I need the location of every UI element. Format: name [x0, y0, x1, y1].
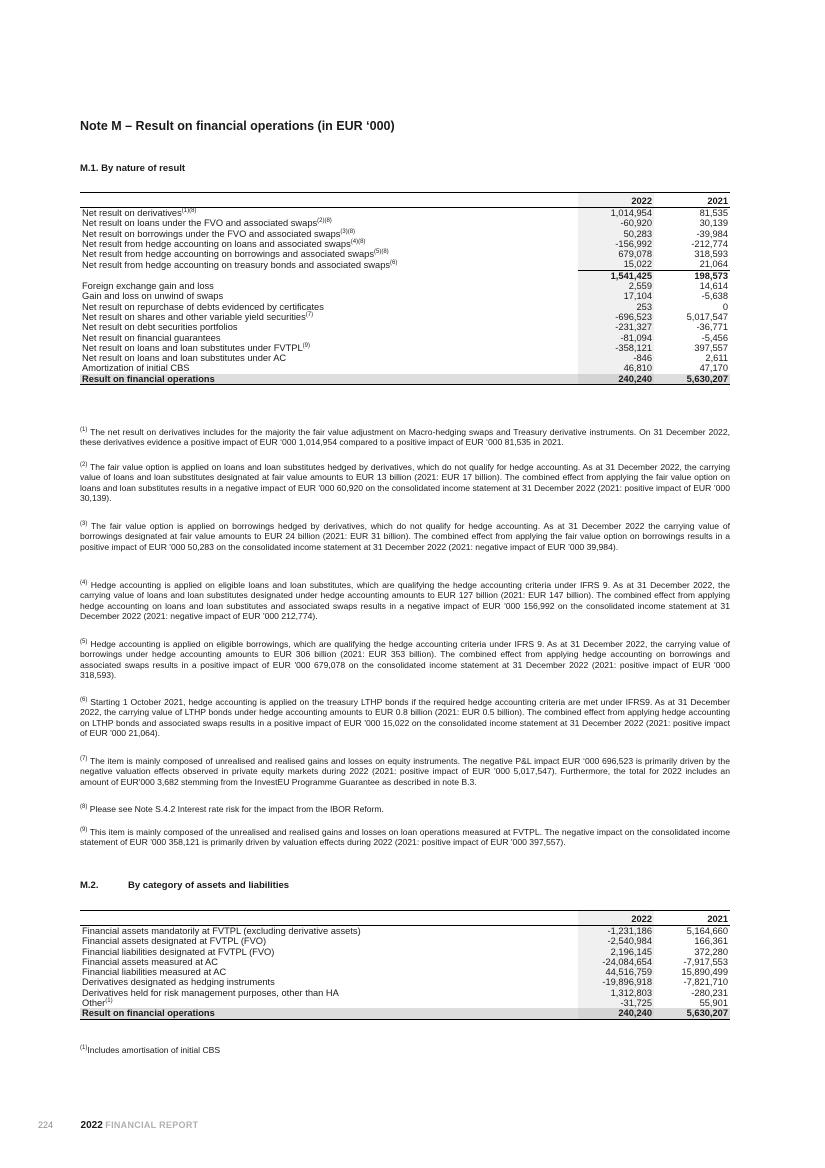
value-2022: -231,327 — [578, 322, 654, 332]
row-label-text: Amortization of initial CBS — [82, 363, 190, 374]
footnote-text: Hedge accounting is applied on eligible borrowings, which are qualifying the hedge accounting criteria under IFRS 9. As at 31 December 2022, the carrying value of borrowings under hedge accounting amounts to EUR 306 billion (2021: EUR 353 billion). The combined effect from applying hedge accounting on borrowings and associated swaps results in a positive impact of EUR '000 679,078 on the consolidated income statement at 31 December 2022 (2021: positive impact of EUR '000 318,593). — [80, 639, 730, 681]
row-label-text: Other — [82, 998, 106, 1009]
row-label — [80, 926, 578, 937]
row-label-text: Net result on debt securities portfolios — [82, 322, 238, 333]
value-2021: 2021 — [654, 911, 730, 926]
table-row — [80, 249, 730, 259]
row-label — [80, 281, 578, 291]
row-label — [80, 333, 578, 343]
note-marker: (1) — [80, 1045, 88, 1052]
value-2021: 198,573 — [654, 270, 730, 281]
row-label-text: Net result on loans under the FVO and associated swaps — [82, 218, 318, 229]
value-2021: 5,630,207 — [654, 374, 730, 385]
row-label — [80, 249, 578, 259]
value-2021: -5,638 — [701, 291, 728, 302]
table-header — [80, 911, 730, 926]
table-row — [80, 353, 730, 363]
row-label-text: Financial assets designated at FVTPL (FVO) — [82, 936, 267, 947]
value-2021: 47,170 — [699, 363, 728, 374]
row-label — [80, 936, 578, 946]
value-2022: 1,014,954 — [578, 208, 654, 219]
row-label — [80, 947, 578, 957]
value-2022: 2,196,145 — [578, 947, 654, 957]
section-title-m1 — [80, 163, 185, 174]
footnote-text: Starting 1 October 2021, hedge accounting is applied on the treasury LTHP bonds if the required hedge accounting criteria are met under IFRS9. As at 31 December 2022, the carrying value of LTHP bonds under hedge accounting amounts to EUR 0.8 billion (2021: EUR 0.5 billion). The combined effect from applying hedge accounting on LTHP bonds and associated swaps results in a positive impact of EUR '000 15,022 on the consolidated income statement at 31 December 2022 (2021: positive impact of EUR '000 21,064). — [80, 697, 730, 739]
table-note — [80, 1045, 730, 1055]
table-row — [80, 239, 730, 249]
value-2022: -846 — [578, 353, 654, 363]
value-2021: 5,017,547 — [686, 311, 728, 322]
value-2022: 2,559 — [578, 281, 654, 291]
table-header — [80, 193, 730, 208]
row-label-text: Derivatives designated as hedging instruments — [82, 977, 275, 988]
table-row — [80, 218, 730, 228]
footnote-text: The net result on derivatives includes for the majority the fair value adjustment on Macro-hedging swaps and Treasury derivative instruments. On 31 December 2022, these derivatives evidence a positive impact of EUR ‘000 1,014,954 compared to a positive impact of EUR ‘000 81,535 in 2021. — [80, 427, 730, 448]
row-label-text: Net result on loans and loan substitutes under FVTPL — [82, 342, 303, 353]
row-label — [80, 363, 578, 373]
row-label — [80, 1008, 578, 1019]
row-label-text: Result on financial operations — [82, 373, 215, 384]
table-row — [80, 957, 730, 967]
section-heading: By nature of result — [101, 163, 186, 174]
row-label — [80, 374, 578, 385]
table-row — [80, 322, 730, 332]
value-2022: -1,231,186 — [578, 926, 654, 937]
row-label — [80, 343, 578, 353]
footnote-marker: (2) — [80, 462, 88, 469]
table-by-nature — [80, 192, 730, 385]
table-row — [80, 363, 730, 373]
value-2022: 44,516,759 — [578, 967, 654, 977]
table-row — [80, 291, 730, 301]
note-text: Includes amortisation of initial CBS — [87, 1045, 221, 1055]
value-2022: -358,121 — [578, 343, 654, 353]
section-heading: By category of assets and liabilities — [128, 880, 290, 891]
table-row — [80, 312, 730, 322]
footnote-marker: (5)(8) — [374, 249, 389, 256]
value-2022: 240,240 — [578, 374, 654, 385]
page-number: 224 — [38, 1120, 54, 1130]
value-2021: -212,774 — [691, 238, 728, 249]
row-label-text: Result on financial operations — [82, 1008, 215, 1019]
value-2021: 372,280 — [694, 946, 728, 957]
value-2022: -60,920 — [578, 218, 654, 228]
value-2021: -36,771 — [696, 322, 728, 333]
value-2021: 14,614 — [699, 281, 728, 292]
value-2021: -5,456 — [701, 332, 728, 343]
table-row — [80, 947, 730, 957]
row-label-text: Financial liabilities designated at FVTPL (FVO) — [82, 946, 275, 957]
footnote — [80, 804, 730, 814]
value-2022: 1,541,425 — [578, 270, 654, 281]
row-label — [80, 322, 578, 332]
row-label — [80, 208, 578, 219]
footnote — [80, 639, 730, 681]
row-label-text: Net result from hedge accounting on treasury bonds and associated swaps — [82, 259, 391, 270]
table-row — [80, 967, 730, 977]
total-row — [80, 374, 730, 385]
row-label — [80, 977, 578, 987]
row-label-text: Net result on repurchase of debts evidenced by certificates — [82, 301, 324, 312]
value-2021: 55,901 — [699, 998, 728, 1009]
table-row — [80, 988, 730, 998]
row-label — [80, 998, 578, 1008]
row-label-text: Net result on borrowings under the FVO and associated swaps — [82, 228, 341, 239]
total-row — [80, 1008, 730, 1019]
row-label-text: Net result on derivatives — [82, 208, 182, 218]
value-2022: -81,094 — [578, 333, 654, 343]
value-2021: -7,821,710 — [683, 977, 728, 988]
row-label — [80, 270, 578, 281]
row-label — [80, 353, 578, 363]
row-label-text: Foreign exchange gain and loss — [82, 281, 214, 292]
footnote-marker: (3) — [80, 521, 88, 528]
value-2022: 1,312,803 — [578, 988, 654, 998]
footnote-text: This item is mainly composed of the unrealised and realised gains and losses on loan operations measured at FVTPL. The negative impact on the consolidated income statement of EUR '000 358,121 is primarily driven by valuation effects during 2022 (2021: positive impact of EUR '000 397,557). — [80, 827, 730, 848]
footnote — [80, 697, 730, 739]
value-2021: 21,064 — [699, 259, 728, 270]
report-year: 2022 — [80, 1120, 103, 1131]
value-2022: 15,022 — [578, 259, 654, 270]
footnote — [80, 756, 730, 787]
footnote-marker: (1) — [80, 427, 88, 434]
value-2022: -31,725 — [578, 998, 654, 1008]
section-number: M.1. — [80, 163, 99, 174]
footnote-marker: (9) — [80, 827, 88, 834]
footnote-marker: (7) — [80, 756, 88, 763]
value-2021: 5,630,207 — [654, 1008, 730, 1019]
table-by-category — [80, 910, 730, 1020]
section-title-m2 — [80, 880, 289, 891]
row-label — [80, 291, 578, 301]
value-2022: 240,240 — [578, 1008, 654, 1019]
footnote-marker: (6) — [80, 697, 88, 704]
table-row — [80, 302, 730, 312]
row-label-text: Net result from hedge accounting on borrowings and associated swaps — [82, 249, 374, 260]
footnote-marker: (9) — [302, 342, 311, 349]
table-row — [80, 998, 730, 1008]
value-2022: -19,896,918 — [578, 977, 654, 987]
row-label — [80, 218, 578, 228]
value-2022: -24,084,654 — [578, 957, 654, 967]
footnote-marker: (3)(8) — [340, 228, 356, 235]
value-2021: 15,890,499 — [681, 967, 728, 978]
table-row — [80, 208, 730, 219]
value-2022: 46,810 — [578, 363, 654, 373]
value-2022: 679,078 — [578, 249, 654, 259]
row-label — [80, 957, 578, 967]
footnote — [80, 521, 730, 552]
table-row — [80, 229, 730, 239]
row-label-text: Net result on financial guarantees — [82, 332, 221, 343]
footnote-marker: (2)(8) — [317, 218, 332, 225]
value-2021: 81,535 — [699, 208, 728, 218]
row-label — [80, 302, 578, 312]
footnote-text: Please see Note S.4.2 Interest rate risk for the impact from the IBOR Reform. — [87, 804, 384, 814]
table-row — [80, 333, 730, 343]
value-2022: 50,283 — [578, 229, 654, 239]
row-label — [80, 229, 578, 239]
footnote-marker: (4) — [80, 580, 88, 587]
row-label-text: Net result on shares and other variable yield securities — [82, 311, 306, 322]
value-2022: 17,104 — [578, 291, 654, 301]
section-number: M.2. — [80, 880, 99, 891]
value-2021: 2021 — [654, 193, 730, 208]
table-row — [80, 281, 730, 291]
row-label — [80, 312, 578, 322]
table-row — [80, 926, 730, 937]
value-2021: 397,557 — [694, 342, 728, 353]
footnote-text: The fair value option is applied on loans and loan substitutes hedged by derivatives, which do not qualify for hedge accounting. As at 31 December 2022, the carrying value of loans and loan substitutes designated at fair value amounts to EUR 13 billion (2021: EUR 17 billion). The combined effect from applying the fair value option on loans and loan substitutes results in a negative impact of EUR '000 60,920 on the consolidated income statement at 31 December 2022 (2021: positive impact of EUR ’000 30,139). — [80, 462, 730, 504]
subtotal-row — [80, 270, 730, 281]
table-row — [80, 343, 730, 353]
page-title: Note M – Result on financial operations (in EUR ‘000) — [80, 119, 395, 133]
page-footer — [38, 1120, 198, 1131]
value-2021: 0 — [722, 301, 728, 312]
row-label — [80, 259, 578, 270]
footnote-marker: (1) — [105, 997, 113, 1004]
footnote — [80, 462, 730, 504]
footnote-text: Hedge accounting is applied on eligible loans and loan substitutes, which are qualifying the hedge accounting criteria under IFRS 9. As at 31 December 2022, the carrying value of loans and loan substitutes designated under hedge accounting amounts to EUR 127 billion (2021: EUR 147 billion). The combined effect from applying hedge accounting on loans and loan substitutes and associated swaps results in a negative impact of EUR '000 156,992 on the consolidated income statement at 31 December 2022 (2021: negative impact of EUR '000 212,774). — [80, 580, 730, 622]
row-label-text: Financial assets mandatorily at FVTPL (excluding derivative assets) — [82, 926, 361, 936]
footnote — [80, 827, 730, 848]
table-row — [80, 977, 730, 987]
footnote-marker: (7) — [305, 311, 314, 318]
footnote — [80, 427, 730, 448]
row-label-text: Gain and loss on unwind of swaps — [82, 291, 224, 302]
row-label-text: Net result from hedge accounting on loans and associated swaps — [82, 238, 351, 249]
value-2021: 166,361 — [694, 936, 728, 947]
footnote-marker: (8) — [80, 804, 88, 811]
row-label — [80, 967, 578, 977]
row-label-text: Financial assets measured at AC — [82, 956, 218, 967]
value-2022: -696,523 — [578, 312, 654, 322]
footnote-marker: (1)(8) — [181, 207, 197, 214]
footnote-marker: (5) — [80, 639, 88, 646]
row-label-text: Net result on loans and loan substitutes under AC — [82, 353, 287, 364]
footnote-text: The fair value option is applied on borrowings hedged by derivatives, which do not qualify for hedge accounting. As at 31 December 2022 the carrying value of borrowings designated at fair value amounts to EUR 24 billion (2021: EUR 31 billion). The combined effect from applying the fair value option on borrowings results in a positive impact of EUR '000 50,283 on the consolidated income statement at 31 December 2022 (2021: negative impact of EUR ’000 39,984). — [80, 521, 730, 552]
value-2022: -156,992 — [578, 239, 654, 249]
value-2021: 2,611 — [705, 353, 728, 364]
value-2021: 30,139 — [699, 218, 728, 229]
table-row — [80, 259, 730, 270]
table-row — [80, 936, 730, 946]
value-2021: -39,984 — [696, 228, 728, 239]
row-label — [80, 988, 578, 998]
value-2021: -280,231 — [691, 987, 728, 998]
footnote-marker: (6) — [390, 259, 398, 266]
row-label-text: Financial liabilities measured at AC — [82, 967, 227, 978]
value-2021: 5,164,660 — [686, 926, 728, 936]
row-label — [80, 239, 578, 249]
row-label-text: Derivatives held for risk management purposes, other than HA — [82, 987, 339, 998]
value-2021: 318,593 — [694, 249, 728, 260]
report-name: FINANCIAL REPORT — [105, 1120, 199, 1130]
value-2021: -7,917,553 — [683, 956, 728, 967]
footnote-text: The item is mainly composed of unrealised and realised gains and losses on equity instruments. The negative P&L impact EUR ‘000 696,523 is primarily driven by the negative valuation effects observed in private equity markets during 2022 (2021: positive impact of EUR '000 5,017,547). Furthermore, the total for 2022 includes an amount of EUR'000 3,682 stemming from the InvestEU Programme Guarantee as described in note B.3. — [80, 756, 730, 787]
value-2022: 2022 — [578, 193, 654, 208]
footnote — [80, 580, 730, 622]
row-label — [80, 911, 578, 926]
value-2022: 2022 — [578, 911, 654, 926]
value-2022: 253 — [578, 302, 654, 312]
row-label — [80, 193, 578, 208]
footnote-marker: (4)(8) — [350, 238, 366, 245]
value-2022: -2,540,984 — [578, 936, 654, 946]
